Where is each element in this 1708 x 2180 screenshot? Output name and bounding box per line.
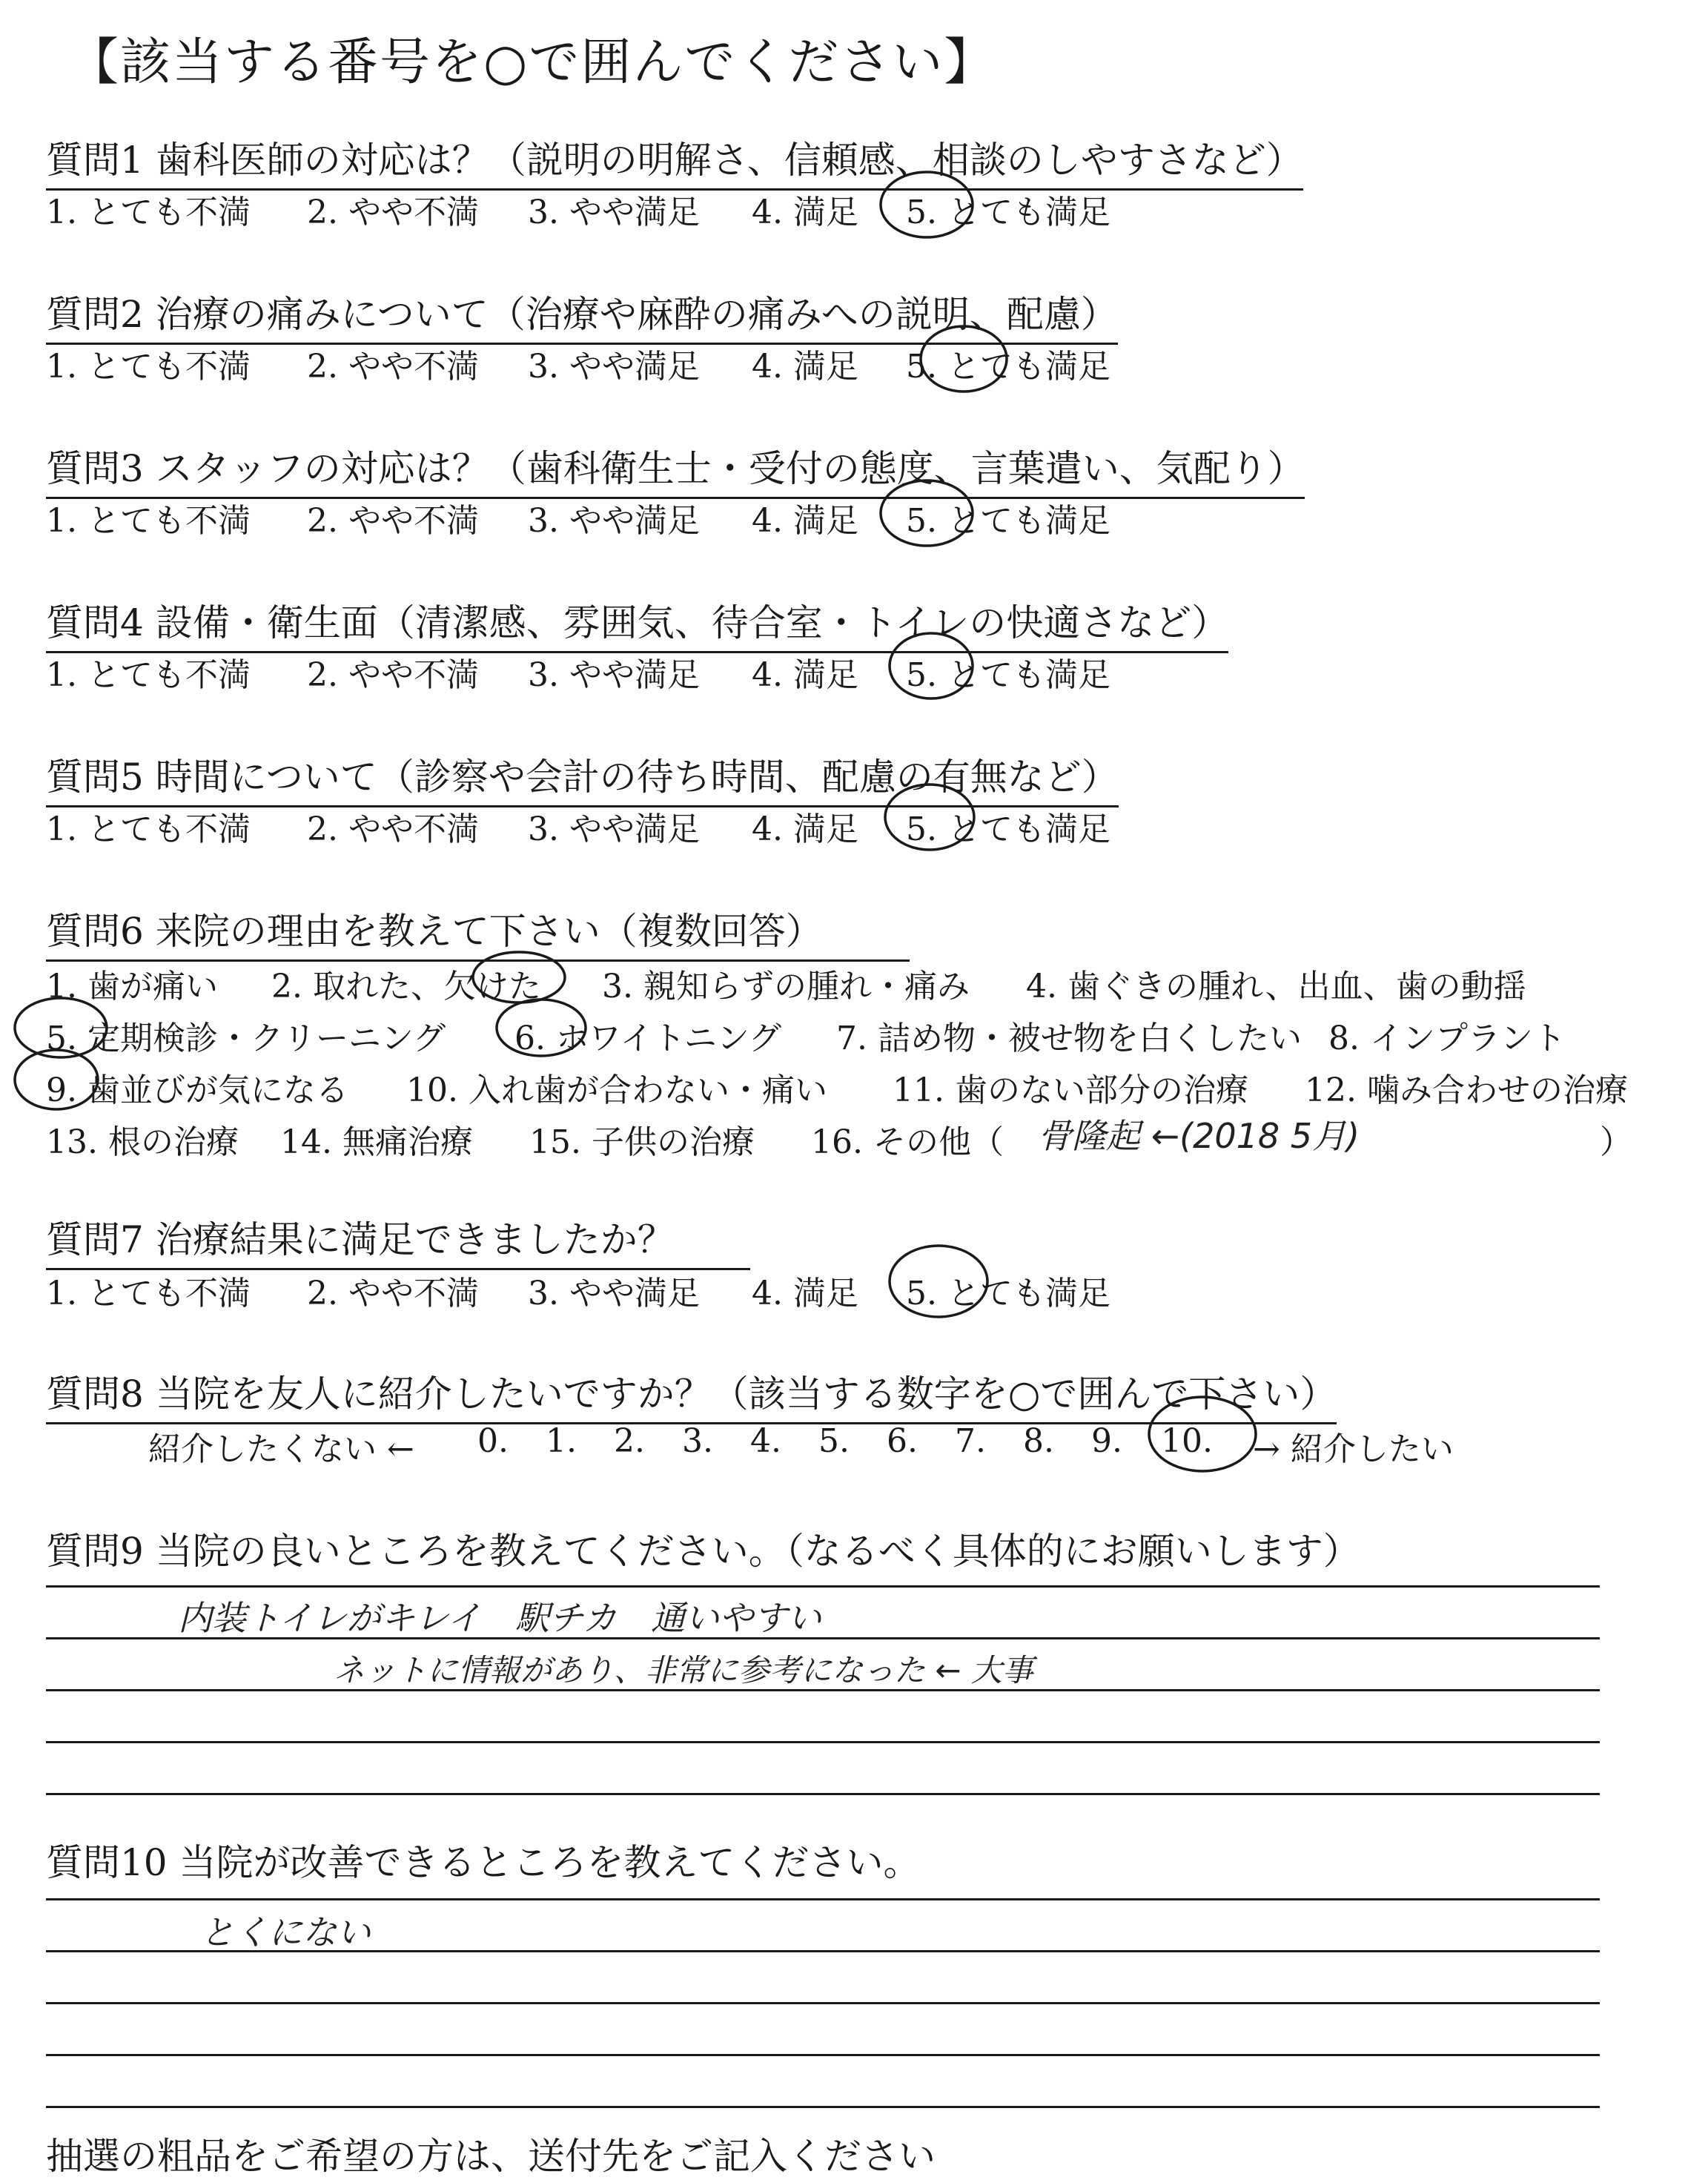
footer-instruction: 抽選の粗品をご希望の方は、送付先をご記入ください: [46, 2135, 936, 2178]
q10-writing-line: [46, 1898, 1600, 1900]
q6-option-13[interactable]: 13. 根の治療: [46, 1123, 239, 1161]
q6-option-10[interactable]: 10. 入れ歯が合わない・痛い: [406, 1071, 827, 1109]
option-4[interactable]: 4. 満足: [752, 656, 858, 694]
q9-writing-line: [46, 1585, 1600, 1588]
option-2[interactable]: 2. やや不満: [307, 1275, 479, 1312]
option-5[interactable]: 5. とても満足: [906, 1275, 1110, 1312]
question-7: 質問7 治療結果に満足できましたか？: [46, 1210, 750, 1270]
q6-option-7[interactable]: 7. 詰め物・被せ物を白くしたい: [836, 1020, 1302, 1057]
option-5[interactable]: 5. とても満足: [906, 194, 1110, 231]
q8-number-9[interactable]: 9.: [1091, 1422, 1122, 1460]
q6-option-11[interactable]: 11. 歯のない部分の治療: [893, 1071, 1248, 1109]
q8-number-6[interactable]: 6.: [887, 1422, 918, 1460]
q8-number-7[interactable]: 7.: [955, 1422, 986, 1460]
question-3: 質問3 スタッフの対応は？（歯科衛生士・受付の態度、言葉遣い、気配り）: [46, 439, 1305, 499]
option-3[interactable]: 3. やや満足: [528, 1275, 700, 1312]
q6-option-5[interactable]: 5. 定期検診・クリーニング: [46, 1020, 446, 1057]
option-1[interactable]: 1. とても不満: [46, 656, 251, 694]
option-3[interactable]: 3. やや満足: [528, 194, 700, 231]
option-5[interactable]: 5. とても満足: [906, 810, 1110, 848]
q8-right-label: → 紹介したい: [1253, 1430, 1454, 1468]
q8-number-8[interactable]: 8.: [1023, 1422, 1054, 1460]
question-8: 質問8 当院を友人に紹介したいですか？（該当する数字を○で囲んで下さい）: [46, 1364, 1337, 1424]
q8-number-3[interactable]: 3.: [682, 1422, 713, 1460]
question-5: 質問5 時間について（診察や会計の待ち時間、配慮の有無など）: [46, 747, 1119, 807]
q8-number-2[interactable]: 2.: [614, 1422, 645, 1460]
q8-scale: [148, 1422, 1483, 1467]
q8-left-label: 紹介したくない ←: [148, 1430, 414, 1468]
option-2[interactable]: 2. やや不満: [307, 810, 479, 848]
q8-number-4[interactable]: 4.: [750, 1422, 781, 1460]
q6-option-12[interactable]: 12. 噛み合わせの治療: [1305, 1071, 1628, 1109]
option-3[interactable]: 3. やや満足: [528, 810, 700, 848]
q10-writing-line: [46, 2054, 1600, 2056]
option-2[interactable]: 2. やや不満: [307, 348, 479, 386]
q6-option-9[interactable]: 9. 歯並びが気になる: [46, 1071, 348, 1109]
form-title: 【該当する番号を○で囲んでください】: [68, 33, 996, 92]
q8-number-5[interactable]: 5.: [818, 1422, 850, 1460]
option-1[interactable]: 1. とても不満: [46, 1275, 251, 1312]
q6-other-handwritten[interactable]: 骨隆起 ←(2018 5月): [1038, 1116, 1360, 1156]
option-2[interactable]: 2. やや不満: [307, 194, 479, 231]
option-1[interactable]: 1. とても不満: [46, 502, 251, 540]
question-1: 質問1 歯科医師の対応は？（説明の明解さ、信頼感、相談のしやすさなど）: [46, 131, 1303, 191]
option-4[interactable]: 4. 満足: [752, 348, 858, 386]
q10-writing-line: [46, 2002, 1600, 2004]
q9-answer-line-1[interactable]: 内装トイレがキレイ 駅チカ 通いやすい: [178, 1598, 822, 1638]
q10-answer[interactable]: とくにない: [200, 1912, 371, 1952]
q6-option-15[interactable]: 15. 子供の治療: [529, 1123, 755, 1161]
q9-answer-line-2[interactable]: ネットに情報があり、非常に参考になった ← 大事: [334, 1652, 1033, 1688]
option-3[interactable]: 3. やや満足: [528, 348, 700, 386]
question-9: 質問9 当院の良いところを教えてください。（なるべく具体的にお願いします）: [46, 1530, 1360, 1573]
option-3[interactable]: 3. やや満足: [528, 502, 700, 540]
q6-option-2[interactable]: 2. 取れた、欠けた: [271, 968, 541, 1005]
q9-writing-line: [46, 1741, 1600, 1743]
q8-number-10[interactable]: 10.: [1161, 1422, 1213, 1460]
option-4[interactable]: 4. 満足: [752, 810, 858, 848]
q6-option-14[interactable]: 14. 無痛治療: [280, 1123, 473, 1161]
question-10: 質問10 当院が改善できるところを教えてください。: [46, 1841, 921, 1884]
option-4[interactable]: 4. 満足: [752, 194, 858, 231]
q6-option-6[interactable]: 6. ホワイトニング: [514, 1020, 782, 1057]
option-1[interactable]: 1. とても不満: [46, 810, 251, 848]
option-5[interactable]: 5. とても満足: [906, 348, 1110, 386]
question-2: 質問2 治療の痛みについて（治療や麻酔の痛みへの説明、配慮）: [46, 285, 1118, 345]
q10-writing-line: [46, 2106, 1600, 2108]
q6-option-16[interactable]: 16. その他（: [811, 1123, 1004, 1161]
question-6: 質問6 来院の理由を教えて下さい（複数回答）: [46, 902, 910, 962]
q9-writing-line: [46, 1793, 1600, 1795]
q8-number-0[interactable]: 0.: [477, 1422, 509, 1460]
option-5[interactable]: 5. とても満足: [906, 656, 1110, 694]
q6-option-8[interactable]: 8. インプラント: [1328, 1020, 1566, 1057]
option-1[interactable]: 1. とても不満: [46, 194, 251, 231]
q6-option-4[interactable]: 4. 歯ぐきの腫れ、出血、歯の動揺: [1026, 968, 1526, 1005]
q6-option-3[interactable]: 3. 親知らずの腫れ・痛み: [602, 968, 970, 1005]
option-5[interactable]: 5. とても満足: [906, 502, 1110, 540]
q6-other-close-paren: ）: [1600, 1123, 1632, 1161]
question-4: 質問4 設備・衛生面（清潔感、雰囲気、待合室・トイレの快適さなど）: [46, 593, 1228, 653]
option-4[interactable]: 4. 満足: [752, 1275, 858, 1312]
option-4[interactable]: 4. 満足: [752, 502, 858, 540]
q8-number-1[interactable]: 1.: [546, 1422, 577, 1460]
option-2[interactable]: 2. やや不満: [307, 656, 479, 694]
option-3[interactable]: 3. やや満足: [528, 656, 700, 694]
q6-option-1[interactable]: 1. 歯が痛い: [46, 968, 218, 1005]
option-2[interactable]: 2. やや不満: [307, 502, 479, 540]
option-1[interactable]: 1. とても不満: [46, 348, 251, 386]
